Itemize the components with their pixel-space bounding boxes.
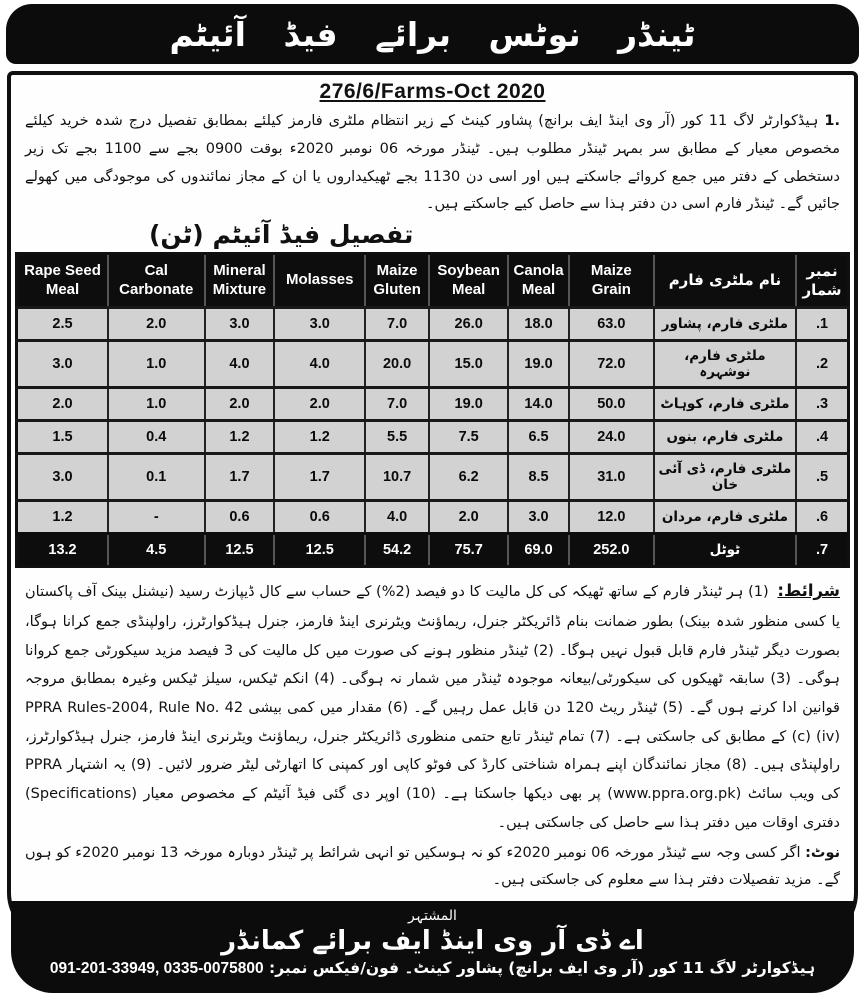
notice-title: ٹینڈر نوٹس برائے فیڈ آئیٹم bbox=[169, 14, 696, 54]
quantity-cell: 4.0 bbox=[365, 501, 429, 534]
table-row bbox=[17, 454, 849, 501]
advertiser-address bbox=[23, 959, 842, 978]
paragraph-number: 1. bbox=[824, 113, 840, 129]
quantity-cell: 10.7 bbox=[365, 454, 429, 501]
serial-cell: .2 bbox=[796, 341, 848, 388]
notice-body-frame bbox=[7, 71, 858, 977]
quantity-cell: 2.0 bbox=[17, 388, 109, 421]
table-row bbox=[17, 341, 849, 388]
phone-numbers: 091-201-33949, 0335-0075800 bbox=[49, 959, 264, 977]
note-text: اگر کسی وجہ سے ٹینڈر مورخہ 06 نومبر 2020ء کو نہ ہوسکیں تو انہی شرائط پر ٹینڈر دوبارہ مورخہ 13 نومبر 2020ء کو ہوں گے۔ مزید تفصیلات دفتر ہذا سے معلوم کی جاسکتی ہیں۔ bbox=[25, 844, 840, 889]
column-header: Rape Seed Meal bbox=[17, 254, 109, 308]
quantity-cell: 50.0 bbox=[569, 388, 654, 421]
terms-label: شرائط: bbox=[777, 581, 841, 601]
terms-section bbox=[11, 568, 854, 837]
quantity-cell: 7.5 bbox=[429, 421, 508, 454]
quantity-cell: 1.7 bbox=[205, 454, 275, 501]
table-row bbox=[17, 388, 849, 421]
quantity-cell: 0.1 bbox=[108, 454, 205, 501]
quantity-cell: 2.0 bbox=[274, 388, 365, 421]
quantity-cell: 2.0 bbox=[429, 501, 508, 534]
table-row bbox=[17, 501, 849, 534]
column-header: Molasses bbox=[274, 254, 365, 308]
quantity-cell: 6.2 bbox=[429, 454, 508, 501]
quantity-cell: 0.4 bbox=[108, 421, 205, 454]
quantity-cell: 7.0 bbox=[365, 388, 429, 421]
quantity-cell: 2.0 bbox=[205, 388, 275, 421]
column-header: Cal Carbonate bbox=[108, 254, 205, 308]
column-header: Canola Meal bbox=[508, 254, 569, 308]
quantity-cell: 7.0 bbox=[365, 308, 429, 341]
advertiser-footer bbox=[11, 901, 854, 993]
column-header: Maize Gluten bbox=[365, 254, 429, 308]
quantity-cell: 12.0 bbox=[569, 501, 654, 534]
quantity-cell: 1.0 bbox=[108, 388, 205, 421]
quantity-cell: 4.5 bbox=[108, 534, 205, 567]
quantity-cell: 14.0 bbox=[508, 388, 569, 421]
table-row bbox=[17, 421, 849, 454]
reference-number: 276/6/Farms-Oct 2020 bbox=[319, 80, 546, 103]
serial-cell: .4 bbox=[796, 421, 848, 454]
table-body bbox=[17, 308, 849, 567]
quantity-cell: 3.0 bbox=[205, 308, 275, 341]
quantity-cell: 1.2 bbox=[17, 501, 109, 534]
farm-name-cell: ملٹری فارم، ڈی آئی خان bbox=[654, 454, 796, 501]
quantity-cell: 4.0 bbox=[274, 341, 365, 388]
quantity-cell: 24.0 bbox=[569, 421, 654, 454]
table-header-row bbox=[17, 254, 849, 308]
quantity-cell: 19.0 bbox=[508, 341, 569, 388]
table-total-row bbox=[17, 534, 849, 567]
serial-cell: .5 bbox=[796, 454, 848, 501]
quantity-cell: - bbox=[108, 501, 205, 534]
intro-text: ہیڈکوارٹر لاگ 11 کور (آر وی اینڈ ایف برانچ) پشاور کینٹ کے زیر انتظام ملٹری فارمز کیلئے بمطابق تفصیل درج شدہ خرید کیلئے مخصوص معیار کے مطابق سر بمہر ٹینڈر مطلوب ہیں۔ ٹینڈر مورخہ 06 نومبر 2020ء بوقت 0900 بجے سے 1100 بجے تک زیر دستخطی کے دفتر میں جمع کروائے جاسکتے ہیں اور اسی دن 1130 بجے ٹھیکیداروں یا ان کے مجاز نمائندوں کی موجودگی میں کھولے جائیں گے۔ ٹینڈر فارم اسی دن دفتر ہذا سے حاصل کیے جاسکتے ہیں۔ bbox=[25, 113, 840, 213]
quantity-cell: 31.0 bbox=[569, 454, 654, 501]
farm-name-cell: ملٹری فارم، بنوں bbox=[654, 421, 796, 454]
advertiser-authority: اے ڈی آر وی اینڈ ایف برائے کمانڈر bbox=[221, 925, 644, 956]
quantity-cell: 1.7 bbox=[274, 454, 365, 501]
table-title: تفصیل فیڈ آئیٹم (ٹن) bbox=[149, 220, 414, 250]
quantity-cell: 26.0 bbox=[429, 308, 508, 341]
serial-cell: .3 bbox=[796, 388, 848, 421]
quantity-cell: 1.5 bbox=[17, 421, 109, 454]
quantity-cell: 4.0 bbox=[205, 341, 275, 388]
quantity-cell: 20.0 bbox=[365, 341, 429, 388]
farm-name-cell: ملٹری فارم، مردان bbox=[654, 501, 796, 534]
quantity-cell: 19.0 bbox=[429, 388, 508, 421]
quantity-cell: 1.2 bbox=[274, 421, 365, 454]
quantity-cell: 2.0 bbox=[108, 308, 205, 341]
note-section bbox=[11, 838, 854, 901]
feed-items-table bbox=[15, 252, 850, 568]
quantity-cell: 1.0 bbox=[108, 341, 205, 388]
notice-banner bbox=[6, 4, 859, 64]
note-label: نوٹ: bbox=[805, 844, 841, 861]
column-header: Mineral Mixture bbox=[205, 254, 275, 308]
quantity-cell: 72.0 bbox=[569, 341, 654, 388]
quantity-cell: 8.5 bbox=[508, 454, 569, 501]
quantity-cell: 5.5 bbox=[365, 421, 429, 454]
advertiser-label: المشتہر bbox=[408, 907, 457, 924]
farm-name-cell: ملٹری فارم، نوشہرہ bbox=[654, 341, 796, 388]
column-header: Soybean Meal bbox=[429, 254, 508, 308]
address-text: ہیڈکوارٹر لاگ 11 کور (آر وی ایف برانچ) پشاور کینٹ۔ فون/فیکس نمبر: bbox=[269, 958, 816, 977]
quantity-cell: 252.0 bbox=[569, 534, 654, 567]
quantity-cell: 18.0 bbox=[508, 308, 569, 341]
quantity-cell: 69.0 bbox=[508, 534, 569, 567]
quantity-cell: 6.5 bbox=[508, 421, 569, 454]
quantity-cell: 13.2 bbox=[17, 534, 109, 567]
column-header: نام ملٹری فارم bbox=[654, 254, 796, 308]
quantity-cell: 0.6 bbox=[205, 501, 275, 534]
quantity-cell: 3.0 bbox=[17, 454, 109, 501]
quantity-cell: 12.5 bbox=[205, 534, 275, 567]
table-row bbox=[17, 308, 849, 341]
quantity-cell: 3.0 bbox=[274, 308, 365, 341]
quantity-cell: 75.7 bbox=[429, 534, 508, 567]
serial-cell: .1 bbox=[796, 308, 848, 341]
quantity-cell: 3.0 bbox=[17, 341, 109, 388]
quantity-cell: 1.2 bbox=[205, 421, 275, 454]
quantity-cell: 12.5 bbox=[274, 534, 365, 567]
column-header: Maize Grain bbox=[569, 254, 654, 308]
serial-cell: .7 bbox=[796, 534, 848, 567]
column-header: نمبر شمار bbox=[796, 254, 848, 308]
quantity-cell: 2.5 bbox=[17, 308, 109, 341]
farm-name-cell: ملٹری فارم، کوہاٹ bbox=[654, 388, 796, 421]
farm-name-cell: ملٹری فارم، پشاور bbox=[654, 308, 796, 341]
quantity-cell: 15.0 bbox=[429, 341, 508, 388]
quantity-cell: 0.6 bbox=[274, 501, 365, 534]
intro-paragraph bbox=[11, 106, 854, 219]
quantity-cell: 54.2 bbox=[365, 534, 429, 567]
terms-text: (1) ہر ٹینڈر فارم کے ساتھ ٹھیکہ کی کل مالیت کا دو فیصد (2%) کے حساب سے کال ڈیپازٹ رسید (نیشنل بینک آف پاکستان یا کسی منظور شدہ بینک) بطور ضمانت بنام ڈائریکٹر جنرل، ریماؤنٹ ویٹرنری اینڈ فارمز، جنرل ہیڈکوارٹرز، راولپنڈی جمع کرانا ہوگا، بصورت دیگر ٹینڈر فارم قابل قبول نہیں ہوگا۔ (2) ٹینڈر منظور ہونے کی صورت میں کل مالیت کی 3 فیصد مزید سیکورٹی جمع کروانا ہوگی۔ (3) سابقہ ٹھیکوں کی سیکورٹی/بیعانہ موجودہ ٹینڈر میں شمار نہ ہوگی۔ (4) انکم ٹیکس، سیلز ٹیکس وغیرہ بمطابق مروجہ قوانین ادا کرنے ہوں گے۔ (5) ٹینڈر ریٹ 120 دن قابل عمل رہیں گے۔ (6) مقدار میں کمی بیشی PPRA Rules-2004, Rule No. 42 (c) (iv) کے مطابق کی جاسکتی ہے۔ (7) تمام ٹینڈر تابع حتمی منظوری ڈائریکٹر جنرل، ریماؤنٹ ویٹرنری اینڈ فارمز، جنرل ہیڈکوارٹرز، راولپنڈی ہیں۔ (8) مجاز نمائندگان اپنے ہمراہ شناختی کارڈ کی فوٹو کاپی اور کمپنی کا اتھارٹی لیٹر ضرور لائیں۔ (9) یہ اشتہار PPRA کی ویب سائٹ (www.ppra.org.pk) پر بھی دیکھا جاسکتا ہے۔ (10) اوپر دی گئی فیڈ آئیٹم کے مخصوص معیار (Specifications) دفتری اوقات میں دفتر ہذا سے حاصل کی جاسکتی ہیں۔ bbox=[25, 584, 841, 831]
farm-name-cell: ٹوٹل bbox=[654, 534, 796, 567]
quantity-cell: 3.0 bbox=[508, 501, 569, 534]
quantity-cell: 63.0 bbox=[569, 308, 654, 341]
serial-cell: .6 bbox=[796, 501, 848, 534]
